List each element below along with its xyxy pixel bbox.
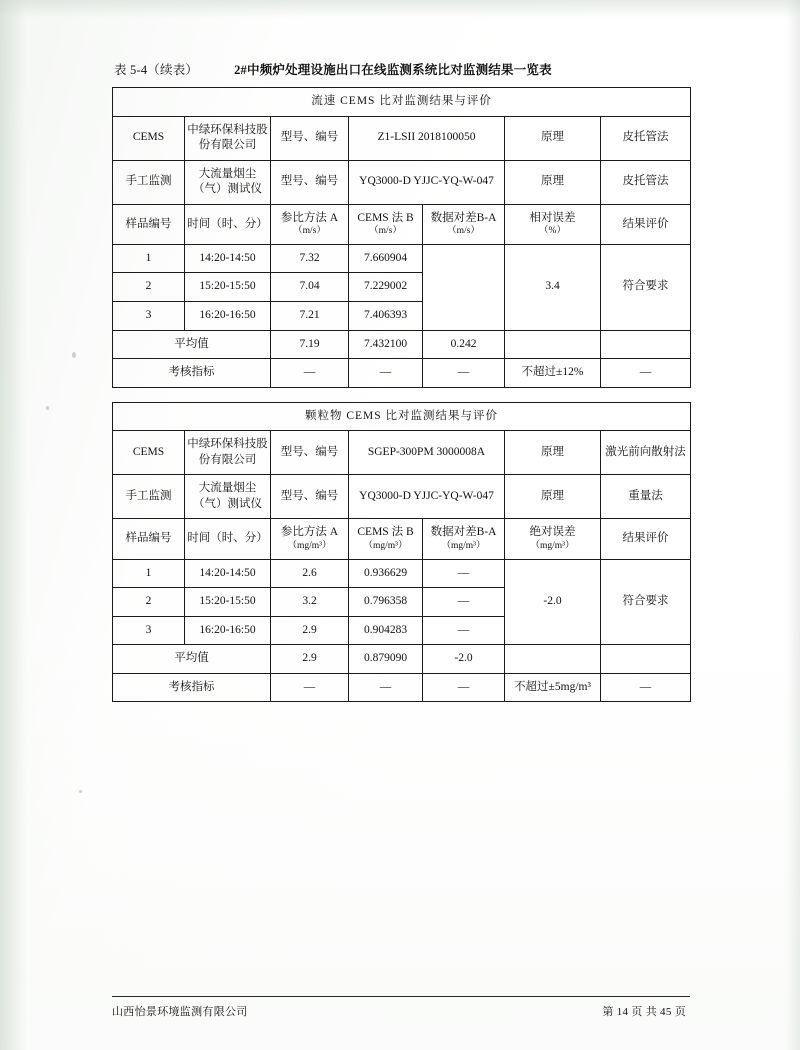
- manual-model: YQ3000-D YJJC-YQ-W-047: [349, 475, 505, 519]
- velocity-cems-table: [112, 87, 691, 388]
- table-header-row: [113, 204, 691, 244]
- sample-time: 15:20-15:50: [185, 588, 271, 617]
- paper-speck: [46, 406, 49, 410]
- header-sample-no: 样品编号: [113, 204, 185, 244]
- header-diff-unit: （m/s）: [447, 226, 480, 237]
- principle-label: 原理: [505, 116, 601, 160]
- table-row: [113, 431, 691, 475]
- table-row: [113, 402, 691, 431]
- average-method-b: 7.432100: [349, 330, 423, 359]
- paper-speck: [79, 790, 82, 793]
- average-label: 平均值: [113, 645, 271, 674]
- value-method-a: 7.32: [271, 244, 349, 273]
- criteria-evaluation: —: [601, 359, 691, 388]
- header-diff-unit: （mg/m³）: [441, 540, 486, 551]
- header-method-a: [271, 519, 349, 559]
- model-label: 型号、编号: [271, 160, 349, 204]
- sample-no: 3: [113, 302, 185, 331]
- scan-shadow-right: [786, 0, 800, 1050]
- criteria-label: 考核指标: [113, 359, 271, 388]
- table-row-criteria: [113, 673, 691, 702]
- average-diff: -2.0: [423, 645, 505, 674]
- header-error-unit: （%）: [539, 226, 566, 237]
- criteria-method-b: —: [349, 673, 423, 702]
- value-method-b: 0.936629: [349, 559, 423, 588]
- header-method-a-text: 参比方法 A: [280, 211, 339, 224]
- table-row: [113, 88, 691, 117]
- caption-title: 2#中频炉处理设施出口在线监测系统比对监测结果一览表: [234, 63, 552, 77]
- manual-principle: 皮托管法: [601, 160, 691, 204]
- header-method-a-unit: （mg/m³）: [287, 540, 332, 551]
- value-diff: —: [423, 616, 505, 645]
- model-label: 型号、编号: [271, 475, 349, 519]
- sample-time: 15:20-15:50: [185, 273, 271, 302]
- cems-company: 中绿环保科技股份有限公司: [185, 431, 271, 475]
- header-method-b: [349, 519, 423, 559]
- value-method-b: 7.406393: [349, 302, 423, 331]
- average-method-a: 7.19: [271, 330, 349, 359]
- sample-time: 14:20-14:50: [185, 244, 271, 273]
- header-method-b-text: CEMS 法 B: [357, 526, 414, 539]
- header-diff-text: 数据对差B-A: [430, 211, 497, 224]
- value-diff: —: [423, 588, 505, 617]
- average-diff: 0.242: [423, 330, 505, 359]
- header-diff-text: 数据对差B-A: [430, 526, 497, 539]
- manual-principle: 重量法: [601, 475, 691, 519]
- header-error-text: 绝对误差: [529, 526, 576, 539]
- sample-no: 2: [113, 588, 185, 617]
- header-method-b: [349, 204, 423, 244]
- particulate-cems-table: [112, 402, 691, 703]
- header-method-a-text: 参比方法 A: [280, 526, 339, 539]
- value-diff: [423, 244, 505, 330]
- value-method-b: 0.904283: [349, 616, 423, 645]
- average-method-b: 0.879090: [349, 645, 423, 674]
- average-evaluation: [601, 645, 691, 674]
- table-row: [113, 559, 691, 588]
- scan-shadow-top: [0, 0, 800, 18]
- table-caption: [112, 60, 690, 78]
- header-diff: [423, 519, 505, 559]
- header-method-a: [271, 204, 349, 244]
- value-method-a: 2.9: [271, 616, 349, 645]
- header-error-text: 相对误差: [529, 211, 576, 224]
- value-evaluation: 符合要求: [601, 559, 691, 645]
- criteria-diff: —: [423, 359, 505, 388]
- criteria-method-a: —: [271, 673, 349, 702]
- cems-label: CEMS: [113, 116, 185, 160]
- manual-label: 手工监测: [113, 475, 185, 519]
- criteria-evaluation: —: [601, 673, 691, 702]
- header-method-b-unit: （m/s）: [369, 226, 402, 237]
- model-label: 型号、编号: [271, 431, 349, 475]
- document-body: [112, 60, 690, 702]
- criteria-method-b: —: [349, 359, 423, 388]
- header-error-unit: （mg/m³）: [530, 540, 575, 551]
- table-row: [113, 160, 691, 204]
- principle-label: 原理: [505, 160, 601, 204]
- scan-shadow-left: [0, 0, 26, 1050]
- cems-principle: 皮托管法: [601, 116, 691, 160]
- value-method-b: 7.229002: [349, 273, 423, 302]
- sample-no: 2: [113, 273, 185, 302]
- header-error: [505, 519, 601, 559]
- cems-label: CEMS: [113, 431, 185, 475]
- model-label: 型号、编号: [271, 116, 349, 160]
- header-method-a-unit: （m/s）: [293, 226, 326, 237]
- average-evaluation: [601, 330, 691, 359]
- cems-model: SGEP-300PM 3000008A: [349, 431, 505, 475]
- value-error: -2.0: [505, 559, 601, 645]
- value-error: 3.4: [505, 244, 601, 330]
- header-diff: [423, 204, 505, 244]
- manual-model: YQ3000-D YJJC-YQ-W-047: [349, 160, 505, 204]
- header-time: 时间（时、分）: [185, 519, 271, 559]
- value-method-b: 0.796358: [349, 588, 423, 617]
- manual-device: 大流量烟尘（气）测试仪: [185, 475, 271, 519]
- sample-no: 1: [113, 559, 185, 588]
- caption-label: 表 5-4（续表）: [114, 63, 199, 77]
- cems-company: 中绿环保科技股份有限公司: [185, 116, 271, 160]
- sample-no: 1: [113, 244, 185, 273]
- value-method-a: 7.04: [271, 273, 349, 302]
- section-title: 颗粒物 CEMS 比对监测结果与评价: [113, 402, 691, 431]
- value-method-a: 7.21: [271, 302, 349, 331]
- cems-model: Z1-LSII 2018100050: [349, 116, 505, 160]
- header-error: [505, 204, 601, 244]
- average-method-a: 2.9: [271, 645, 349, 674]
- sample-time: 16:20-16:50: [185, 302, 271, 331]
- value-evaluation: 符合要求: [601, 244, 691, 330]
- header-evaluation: 结果评价: [601, 519, 691, 559]
- manual-device: 大流量烟尘（气）测试仪: [185, 160, 271, 204]
- footer-page-number: 第 14 页 共 45 页: [602, 1006, 686, 1018]
- header-method-b-text: CEMS 法 B: [357, 211, 414, 224]
- value-method-b: 7.660904: [349, 244, 423, 273]
- paper-speck: [72, 352, 76, 358]
- table-row-average: [113, 330, 691, 359]
- cems-principle: 激光前向散射法: [601, 431, 691, 475]
- table-row-average: [113, 645, 691, 674]
- table-row: [113, 475, 691, 519]
- header-sample-no: 样品编号: [113, 519, 185, 559]
- header-time: 时间（时、分）: [185, 204, 271, 244]
- principle-label: 原理: [505, 475, 601, 519]
- table-row-criteria: [113, 359, 691, 388]
- average-error: [505, 330, 601, 359]
- footer-company: 山西怡景环境监测有限公司: [112, 1006, 248, 1018]
- principle-label: 原理: [505, 431, 601, 475]
- criteria-diff: —: [423, 673, 505, 702]
- sample-time: 14:20-14:50: [185, 559, 271, 588]
- value-method-a: 2.6: [271, 559, 349, 588]
- header-method-b-unit: （mg/m³）: [363, 540, 408, 551]
- criteria-method-a: —: [271, 359, 349, 388]
- page-footer: [112, 996, 690, 1019]
- criteria-label: 考核指标: [113, 673, 271, 702]
- average-label: 平均值: [113, 330, 271, 359]
- criteria-limit: 不超过±5mg/m³: [505, 673, 601, 702]
- table-row: [113, 116, 691, 160]
- section-title: 流速 CEMS 比对监测结果与评价: [113, 88, 691, 117]
- header-evaluation: 结果评价: [601, 204, 691, 244]
- criteria-limit: 不超过±12%: [505, 359, 601, 388]
- table-row: [113, 244, 691, 273]
- value-method-a: 3.2: [271, 588, 349, 617]
- sample-time: 16:20-16:50: [185, 616, 271, 645]
- table-header-row: [113, 519, 691, 559]
- value-diff: —: [423, 559, 505, 588]
- manual-label: 手工监测: [113, 160, 185, 204]
- sample-no: 3: [113, 616, 185, 645]
- average-error: [505, 645, 601, 674]
